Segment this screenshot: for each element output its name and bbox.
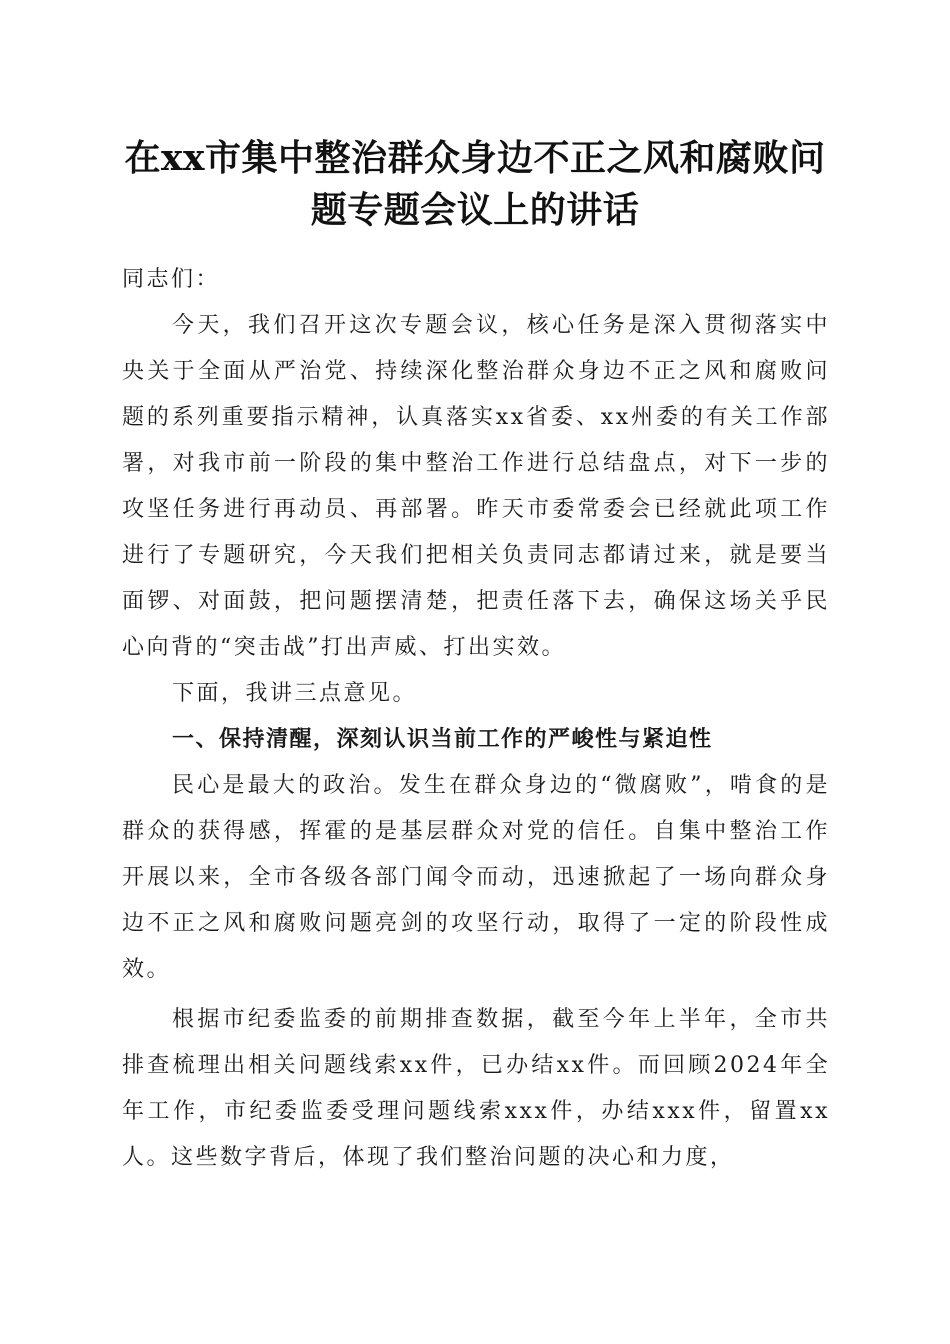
document-title: 在xx市集中整治群众身边不正之风和腐败问题专题会议上的讲话: [124, 137, 826, 231]
paragraph-outline: 下面，我讲三点意见。: [172, 681, 418, 706]
paragraph-section-1-1: 民心是最大的政治。发生在群众身边的“微腐败”，啃食的是群众的获得感，挥霍的是基层群众对党的信任。自集中整治工作开展以来，全市各级各部门闻令而动，迅速掀起了一场向群众身边不正之风和腐败问题亮剑的攻坚行动，取得了一定的阶段性成效。: [122, 773, 830, 982]
section-heading-1: 一、保持清醒，深刻认识当前工作的严峻性与紧迫性: [172, 727, 713, 752]
greeting: 同志们：: [122, 267, 221, 292]
document-body: [122, 257, 830, 1181]
paragraph-section-1-2: 根据市纪委监委的前期排查数据，截至今年上半年，全市共排查梳理出相关问题线索xx件，已办结xx件。而回顾2024年全年工作，市纪委监委受理问题线索xxx件，办结xxx件，留置xx人。这些数字背后，体现了我们整治问题的决心和力度，: [122, 1007, 830, 1170]
paragraph-intro: 今天，我们召开这次专题会议，核心任务是深入贯彻落实中央关于全面从严治党、持续深化整治群众身边不正之风和腐败问题的系列重要指示精神，认真落实xx省委、xx州委的有关工作部署，对我市前一阶段的集中整治工作进行总结盘点，对下一步的攻坚任务进行再动员、再部署。昨天市委常委会已经就此项工作进行了专题研究，今天我们把相关负责同志都请过来，就是要当面锣、对面鼓，把问题摆清楚，把责任落下去，确保这场关乎民心向背的“突击战”打出声威、打出实效。: [122, 313, 830, 660]
